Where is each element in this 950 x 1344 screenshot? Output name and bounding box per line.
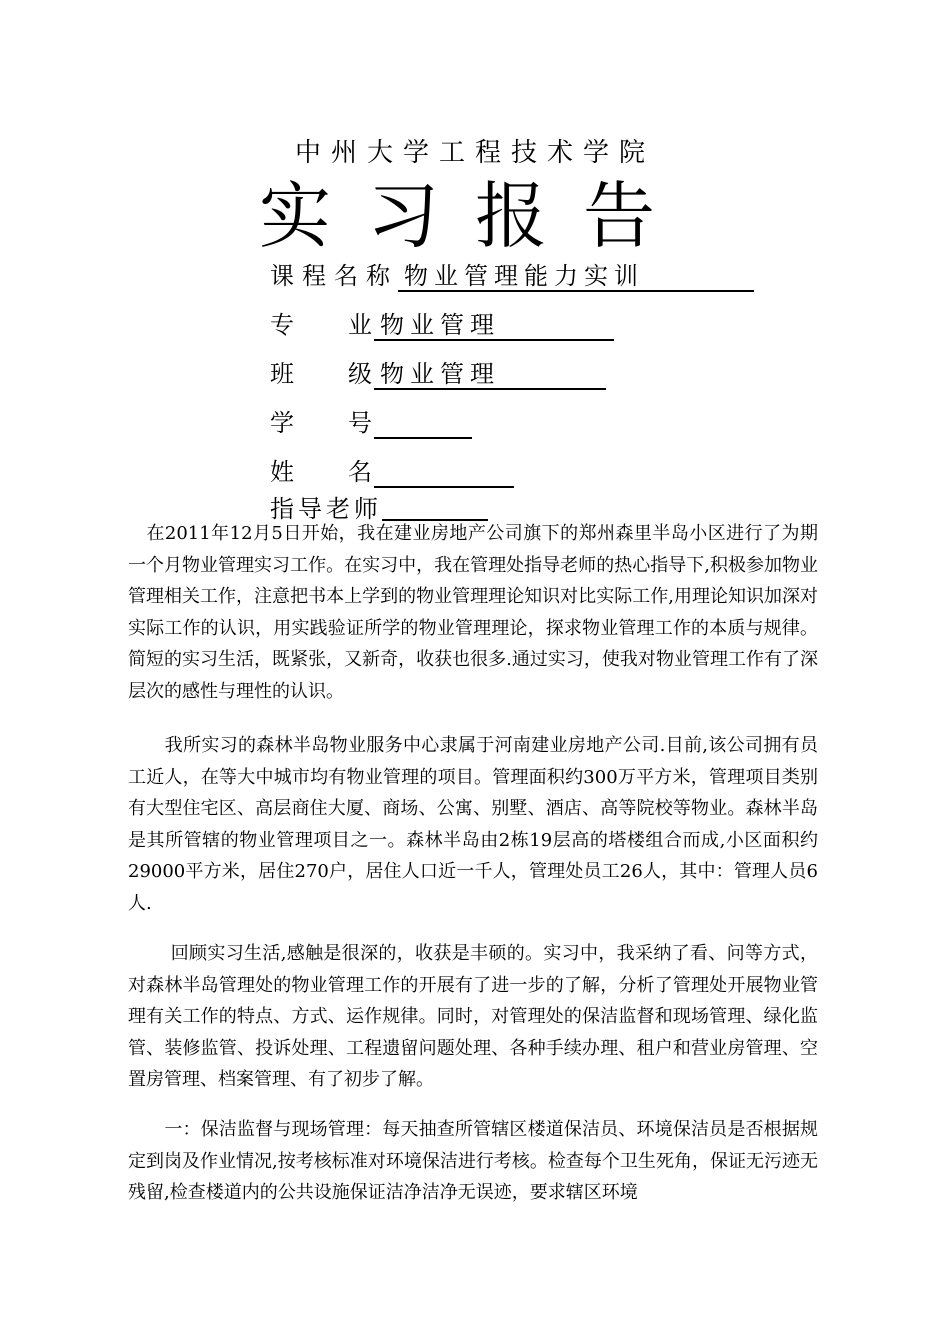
field-value: [382, 493, 488, 521]
report-title: 实习报告: [258, 174, 691, 258]
field-student-id: [270, 407, 472, 439]
field-class: [270, 358, 606, 390]
field-value: 物业管理: [374, 358, 606, 390]
field-course-name: [270, 260, 754, 292]
paragraph-review: 回顾实习生活,感触是很深的，收获是丰硕的。实习中，我采纳了看、问等方式，对森林半岛管理处的物业管理工作的开展有了进一步的了解，分析了管理处开展物业管理有关工作的特点、方式、运作规律。同时，对管理处的保洁监督和现场管理、绿化监管、装修监管、投诉处理、工程遗留问题处理、各种手续办理、租户和营业房管理、空置房管理、档案管理、有了初步了解。: [128, 943, 818, 1090]
field-label: 姓 名: [270, 458, 374, 486]
field-label: 课程名称: [270, 262, 398, 290]
field-label: 指导老师: [270, 495, 382, 523]
college-name: 中州大学工程技术学院: [294, 138, 655, 168]
paragraph-intro: 在2011年12月5日开始，我在建业房地产公司旗下的郑州森里半岛小区进行了为期一个月物业管理实习工作。在实习中，我在管理处指导老师的热心指导下,积极参加物业管理相关工作，注意把书本上学到的物业管理理论知识对比实际工作,用理论知识加深对实际工作的认识，用实践验证所学的物业管理理论，探求物业管理工作的本质与规律。简短的实习生活，既紧张，又新奇，收获也很多.通过实习，使我对物业管理工作有了深层次的感性与理性的认识。: [128, 523, 818, 702]
field-value: [374, 456, 514, 488]
field-value: 物业管理: [374, 309, 614, 341]
field-value: 物业管理能力实训: [398, 260, 754, 292]
field-major: [270, 309, 614, 341]
field-label: 班 级: [270, 360, 374, 388]
paragraph-company: 我所实习的森林半岛物业服务中心隶属于河南建业房地产公司.目前,该公司拥有员工近人，在等大中城市均有物业管理的项目。管理面积约300万平方米，管理项目类别有大型住宅区、高层商住大厦、商场、公寓、别墅、酒店、高等院校等物业。森林半岛是其所管辖的物业管理项目之一。森林半岛由2栋19层高的塔楼组合而成,小区面积约29000平方米，居住270户，居住人口近一千人，管理处员工26人，其中：管理人员6人.: [128, 735, 818, 914]
paragraph-cleaning: 一：保洁监督与现场管理：每天抽查所管辖区楼道保洁员、环境保洁员是否根据规定到岗及作业情况,按考核标准对环境保洁进行考核。检查每个卫生死角，保证无污迹无残留,检查楼道内的公共设施保证洁净洁净无误迹，要求辖区环境: [128, 1119, 818, 1203]
field-label: 专 业: [270, 311, 374, 339]
field-name: [270, 456, 514, 488]
field-value: [374, 407, 472, 439]
field-label: 学 号: [270, 409, 374, 437]
